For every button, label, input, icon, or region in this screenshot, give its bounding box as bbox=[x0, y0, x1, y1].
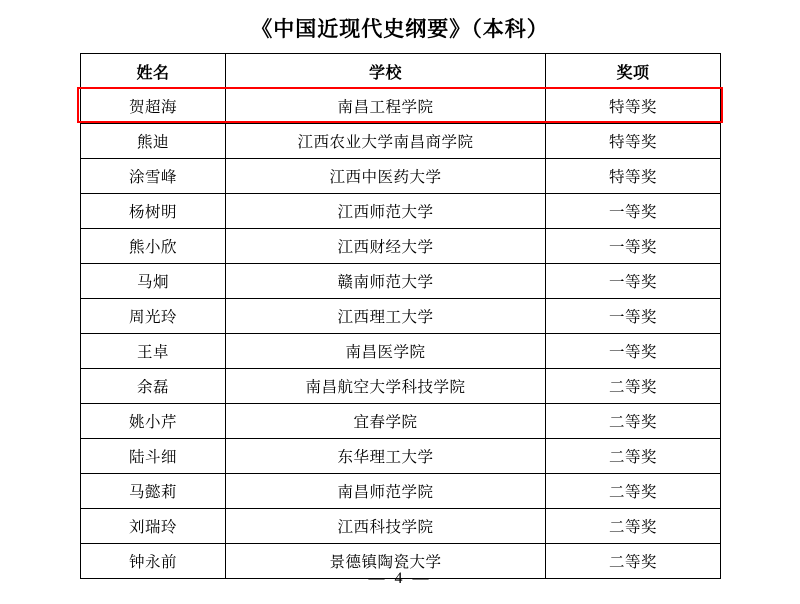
table-row bbox=[81, 509, 721, 544]
cell-school: 南昌师范学院 bbox=[226, 474, 546, 509]
cell-award: 一等奖 bbox=[546, 194, 721, 229]
cell-name: 周光玲 bbox=[81, 299, 226, 334]
cell-award: 二等奖 bbox=[546, 509, 721, 544]
cell-school: 南昌医学院 bbox=[226, 334, 546, 369]
table-row bbox=[81, 474, 721, 509]
cell-award: 一等奖 bbox=[546, 264, 721, 299]
cell-award: 二等奖 bbox=[546, 404, 721, 439]
cell-award: 特等奖 bbox=[546, 124, 721, 159]
cell-school: 江西财经大学 bbox=[226, 229, 546, 264]
page-number: — 4 — bbox=[368, 570, 432, 587]
cell-school: 江西中医药大学 bbox=[226, 159, 546, 194]
cell-award: 一等奖 bbox=[546, 229, 721, 264]
cell-award: 二等奖 bbox=[546, 369, 721, 404]
cell-name: 马炯 bbox=[81, 264, 226, 299]
cell-name: 涂雪峰 bbox=[81, 159, 226, 194]
cell-name: 陆斗细 bbox=[81, 439, 226, 474]
table-row bbox=[81, 89, 721, 124]
table-row bbox=[81, 299, 721, 334]
cell-school: 景德镇陶瓷大学 bbox=[226, 544, 546, 579]
table-row bbox=[81, 404, 721, 439]
table-row bbox=[81, 159, 721, 194]
cell-name: 马懿莉 bbox=[81, 474, 226, 509]
cell-name: 王卓 bbox=[81, 334, 226, 369]
page-title: 《中国近现代史纲要》（本科） bbox=[251, 17, 549, 41]
cell-name: 贺超海 bbox=[81, 89, 226, 124]
cell-school: 江西科技学院 bbox=[226, 509, 546, 544]
table-header-row bbox=[81, 54, 721, 89]
award-table bbox=[80, 53, 721, 579]
table-body bbox=[81, 89, 721, 579]
table-row bbox=[81, 264, 721, 299]
cell-school: 南昌工程学院 bbox=[226, 89, 546, 124]
column-header-award: 奖项 bbox=[546, 54, 721, 89]
cell-award: 特等奖 bbox=[546, 89, 721, 124]
cell-school: 江西师范大学 bbox=[226, 194, 546, 229]
cell-name: 钟永前 bbox=[81, 544, 226, 579]
cell-award: 一等奖 bbox=[546, 299, 721, 334]
award-table-container bbox=[80, 53, 720, 579]
column-header-school: 学校 bbox=[226, 54, 546, 89]
cell-award: 二等奖 bbox=[546, 439, 721, 474]
table-row bbox=[81, 194, 721, 229]
cell-school: 宜春学院 bbox=[226, 404, 546, 439]
cell-name: 刘瑞玲 bbox=[81, 509, 226, 544]
cell-school: 赣南师范大学 bbox=[226, 264, 546, 299]
cell-name: 熊小欣 bbox=[81, 229, 226, 264]
cell-school: 南昌航空大学科技学院 bbox=[226, 369, 546, 404]
cell-award: 二等奖 bbox=[546, 544, 721, 579]
table-row bbox=[81, 369, 721, 404]
cell-award: 一等奖 bbox=[546, 334, 721, 369]
table-row bbox=[81, 439, 721, 474]
cell-name: 姚小芹 bbox=[81, 404, 226, 439]
cell-name: 余磊 bbox=[81, 369, 226, 404]
cell-name: 熊迪 bbox=[81, 124, 226, 159]
table-row bbox=[81, 124, 721, 159]
column-header-name: 姓名 bbox=[81, 54, 226, 89]
cell-school: 江西农业大学南昌商学院 bbox=[226, 124, 546, 159]
table-row bbox=[81, 334, 721, 369]
cell-school: 东华理工大学 bbox=[226, 439, 546, 474]
table-header bbox=[81, 54, 721, 89]
cell-school: 江西理工大学 bbox=[226, 299, 546, 334]
table-row bbox=[81, 229, 721, 264]
cell-name: 杨树明 bbox=[81, 194, 226, 229]
cell-award: 二等奖 bbox=[546, 474, 721, 509]
cell-award: 特等奖 bbox=[546, 159, 721, 194]
